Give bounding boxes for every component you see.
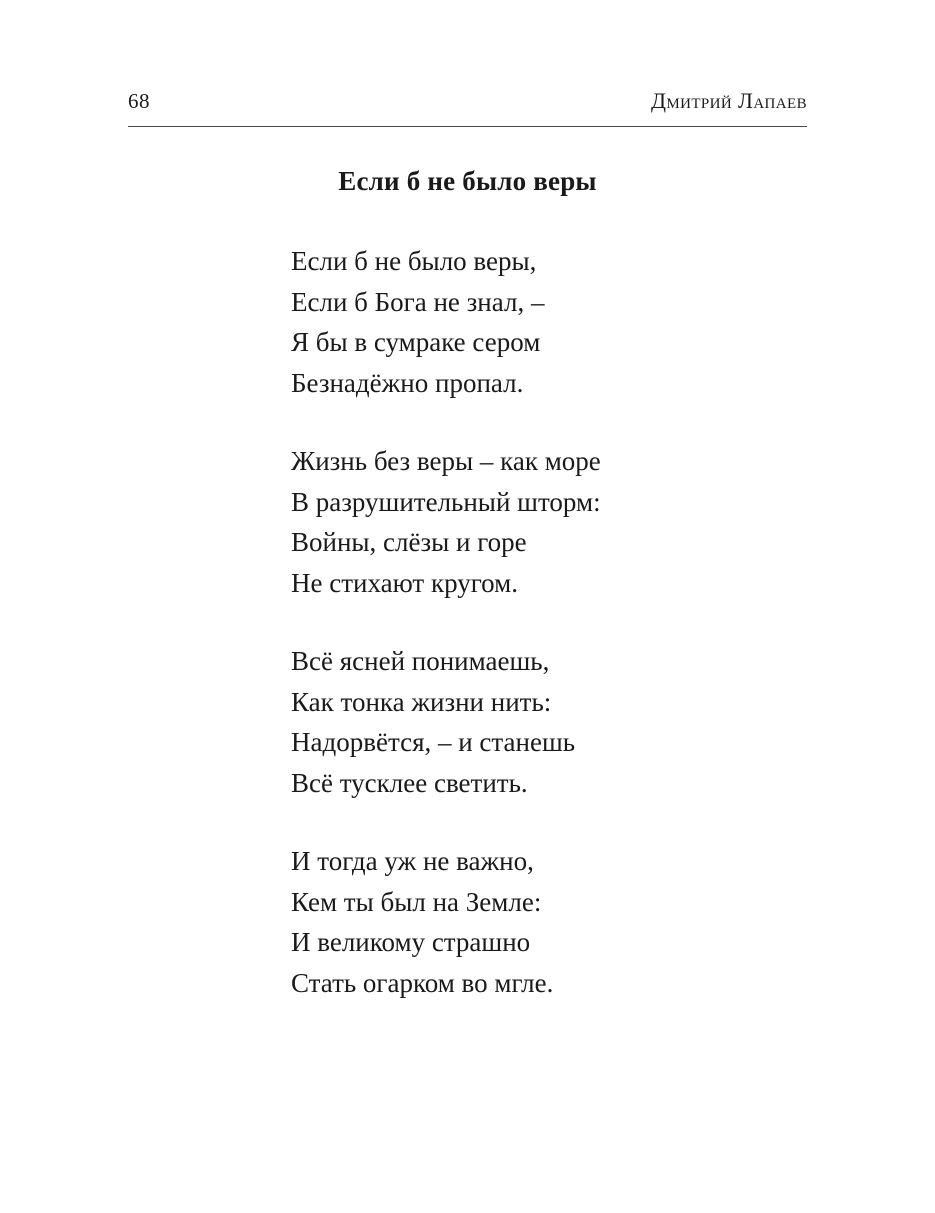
poem-line: В разрушительный шторм: [291,486,601,517]
poem-line: Безнадёжно пропал. [291,367,524,398]
poem-line: Жизнь без веры – как море [291,446,601,476]
poem-line: Войны, слёзы и горе [291,527,527,557]
poem-line: Надорвётся, – и станешь [291,727,576,757]
poem-line: Всё ясней понимаешь, [291,646,550,676]
poem-line: Я бы в сумраке сером [291,327,541,357]
poem-line: И тогда уж не важно, [291,846,534,876]
poem-line: Всё тусклее светить. [291,767,528,798]
stanza [291,841,601,1003]
page-header [128,88,807,114]
stanza [291,441,601,603]
poem-line: Стать огарком во мгле. [291,967,554,998]
poem-line: Не стихают кругом. [291,567,518,598]
stanza [291,241,601,403]
poem-line: Если б Бога не знал, – [291,286,545,317]
stanza [291,641,601,803]
poem-line: Как тонка жизни нить: [291,686,552,717]
running-head-author: Дмитрий Лапаев [650,88,807,113]
header-divider [128,126,807,127]
poem-line: Если б не было веры, [291,246,537,276]
poem-line: Кем ты был на Земле: [291,886,542,917]
poem-body [291,241,601,1003]
page-number: 68 [128,89,150,113]
poem-title: Если б не было веры [338,166,597,196]
poem-line: И великому страшно [291,927,531,957]
